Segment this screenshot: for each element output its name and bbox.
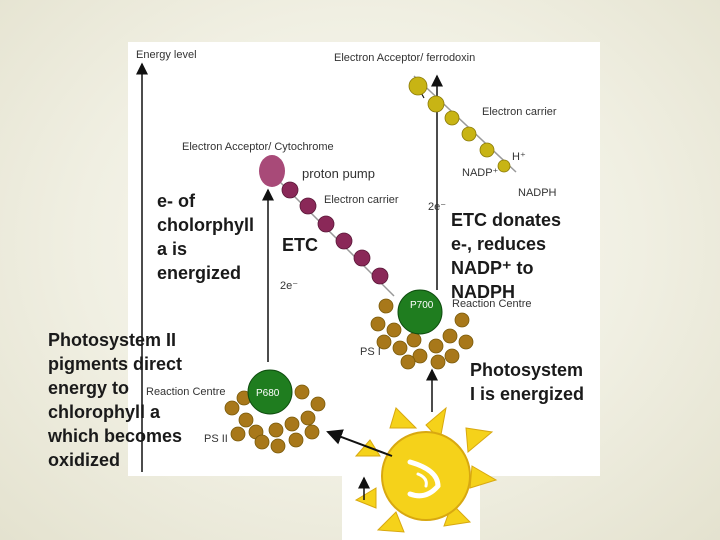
p700-label: P700 <box>410 300 434 311</box>
electron-carrier <box>282 182 298 198</box>
reaction-centre-psii-label: Reaction Centre <box>146 386 226 398</box>
etc-text: ETC <box>282 235 318 255</box>
electron-carrier <box>336 233 352 249</box>
electron-carrier <box>372 268 388 284</box>
chlorophyll-energized-text: e- of cholorphyll a is energized <box>157 191 255 283</box>
p680-label: P680 <box>256 388 280 399</box>
psi-energized-text: Photosystem I is energized <box>470 360 585 404</box>
reaction-centre-psi-label: Reaction Centre <box>452 298 532 310</box>
electron-acceptor-cytochrome-label: Electron Acceptor/ Cytochrome <box>182 141 334 153</box>
psii-pigments-text: Photosystem II pigments direct energy to chlorophyll a which becomes oxidized <box>48 330 183 470</box>
nadph-small-label: NADPH <box>518 187 557 199</box>
ps-ii-label: PS II <box>204 433 228 445</box>
ps-i-label: PS I <box>360 346 381 358</box>
nadp-plus-label: NADP⁺ <box>462 167 499 179</box>
electron-carrier <box>300 198 316 214</box>
electron-carrier-mid-label: Electron carrier <box>324 194 399 206</box>
two-electrons-left-label: 2e⁻ <box>280 280 299 292</box>
electron-carrier-top-label: Electron carrier <box>482 106 557 118</box>
proton-pump-label: proton pump <box>302 166 375 181</box>
electron-carrier <box>445 111 459 125</box>
electron-carrier <box>428 96 444 112</box>
etc-donates-text: ETC donates e-, reduces NADP⁺ to NADPH <box>451 210 562 302</box>
electron-carrier <box>462 127 476 141</box>
electron-carrier <box>498 160 510 172</box>
electron-carrier <box>318 216 334 232</box>
h-plus-label: H⁺ <box>512 151 526 163</box>
cytochrome-proton-pump <box>259 155 285 187</box>
electron-acceptor-ferrodoxin <box>409 77 427 95</box>
p700-reaction-center <box>398 290 442 334</box>
electron-acceptor-ferrodoxin-label: Electron Acceptor/ ferrodoxin <box>334 52 476 64</box>
electron-carrier <box>354 250 370 266</box>
two-electrons-right-label: 2e⁻ <box>428 201 447 213</box>
energy-level-label: Energy level <box>136 49 197 61</box>
electron-carrier <box>480 143 494 157</box>
